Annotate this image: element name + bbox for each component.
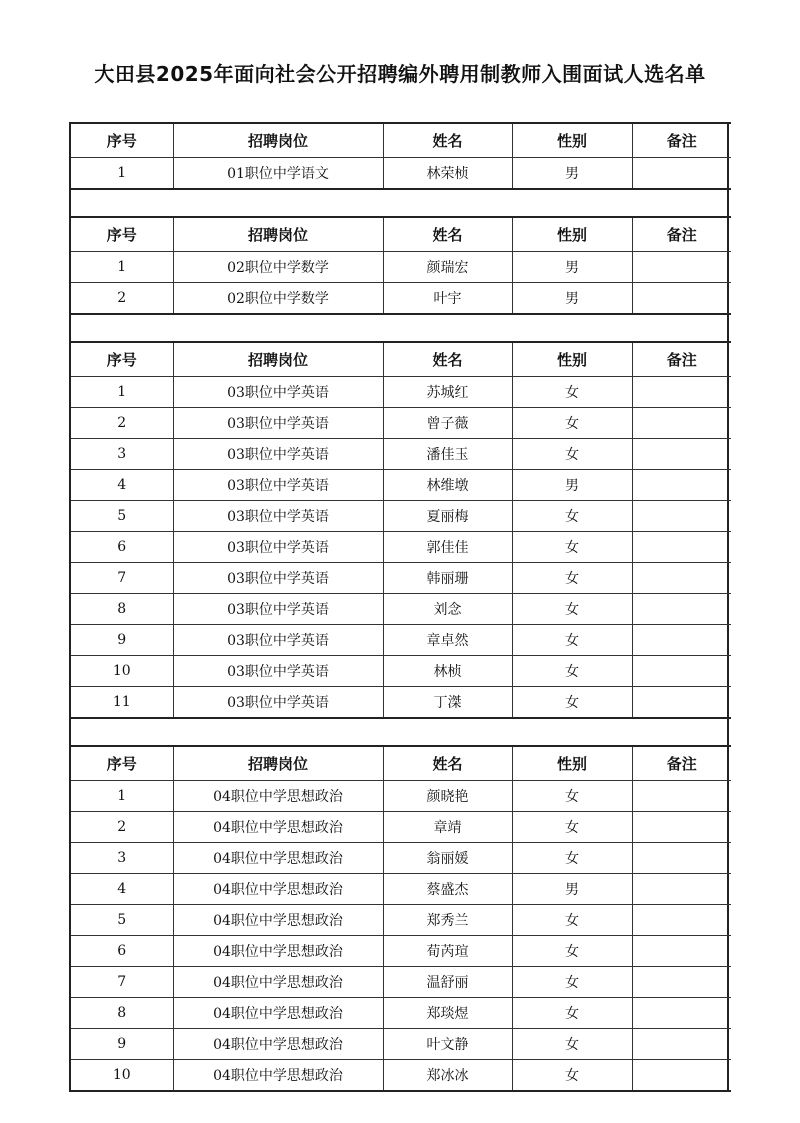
cell-remarks <box>632 843 731 874</box>
cell-remarks <box>632 781 731 812</box>
cell-name: 郑秀兰 <box>383 905 512 936</box>
column-header-row-number: 序号 <box>71 123 173 158</box>
cell-row-number: 7 <box>71 563 173 594</box>
cell-gender: 女 <box>512 998 632 1029</box>
cell-position: 03职位中学英语 <box>173 656 383 687</box>
table-row <box>71 439 731 470</box>
cell-remarks <box>632 1029 731 1060</box>
cell-name: 曾子薇 <box>383 408 512 439</box>
cell-gender: 女 <box>512 967 632 998</box>
table-row <box>71 501 731 532</box>
column-header-row-number: 序号 <box>71 217 173 252</box>
cell-name: 郑琰煜 <box>383 998 512 1029</box>
page-title: 大田县2025年面向社会公开招聘编外聘用制教师入围面试人选名单 <box>94 62 706 86</box>
table-row <box>71 1029 731 1060</box>
cell-name: 林维墩 <box>383 470 512 501</box>
table-row <box>71 998 731 1029</box>
cell-row-number: 10 <box>71 1060 173 1092</box>
cell-position: 04职位中学思想政治 <box>173 998 383 1029</box>
cell-row-number: 9 <box>71 625 173 656</box>
cell-gender: 男 <box>512 252 632 283</box>
cell-row-number: 5 <box>71 501 173 532</box>
column-header-remarks: 备注 <box>632 746 731 781</box>
cell-row-number: 2 <box>71 812 173 843</box>
table-row <box>71 563 731 594</box>
cell-gender: 男 <box>512 470 632 501</box>
table-row <box>71 905 731 936</box>
cell-name: 翁丽媛 <box>383 843 512 874</box>
table-row <box>71 408 731 439</box>
cell-name: 颜瑞宏 <box>383 252 512 283</box>
cell-row-number: 5 <box>71 905 173 936</box>
group-separator <box>71 719 727 745</box>
table-row <box>71 656 731 687</box>
cell-gender: 女 <box>512 936 632 967</box>
cell-remarks <box>632 408 731 439</box>
cell-gender: 女 <box>512 843 632 874</box>
cell-position: 03职位中学英语 <box>173 439 383 470</box>
cell-remarks <box>632 998 731 1029</box>
cell-name: 叶文静 <box>383 1029 512 1060</box>
table-row <box>71 252 731 283</box>
column-header-position: 招聘岗位 <box>173 123 383 158</box>
cell-position: 03职位中学英语 <box>173 594 383 625</box>
cell-name: 蔡盛杰 <box>383 874 512 905</box>
cell-row-number: 6 <box>71 936 173 967</box>
column-header-name: 姓名 <box>383 217 512 252</box>
cell-position: 04职位中学思想政治 <box>173 967 383 998</box>
column-header-remarks: 备注 <box>632 217 731 252</box>
cell-position: 02职位中学数学 <box>173 252 383 283</box>
table-row <box>71 874 731 905</box>
column-header-remarks: 备注 <box>632 342 731 377</box>
cell-gender: 男 <box>512 874 632 905</box>
column-header-remarks: 备注 <box>632 123 731 158</box>
table-row <box>71 377 731 408</box>
cell-remarks <box>632 687 731 719</box>
cell-name: 荀芮瑄 <box>383 936 512 967</box>
cell-name: 郭佳佳 <box>383 532 512 563</box>
cell-row-number: 3 <box>71 439 173 470</box>
cell-remarks <box>632 936 731 967</box>
cell-gender: 女 <box>512 563 632 594</box>
column-header-gender: 性别 <box>512 342 632 377</box>
cell-row-number: 9 <box>71 1029 173 1060</box>
table-row <box>71 1060 731 1092</box>
table-header-row <box>71 123 731 158</box>
cell-name: 苏城红 <box>383 377 512 408</box>
cell-position: 03职位中学英语 <box>173 377 383 408</box>
cell-row-number: 6 <box>71 532 173 563</box>
column-header-name: 姓名 <box>383 123 512 158</box>
cell-name: 林桢 <box>383 656 512 687</box>
cell-gender: 女 <box>512 656 632 687</box>
cell-gender: 女 <box>512 1029 632 1060</box>
table-row <box>71 936 731 967</box>
column-header-gender: 性别 <box>512 217 632 252</box>
position-group-table <box>71 216 731 315</box>
table-header-row <box>71 746 731 781</box>
cell-name: 郑冰冰 <box>383 1060 512 1092</box>
group-separator <box>71 190 727 216</box>
cell-gender: 女 <box>512 377 632 408</box>
cell-gender: 男 <box>512 158 632 190</box>
table-row <box>71 532 731 563</box>
column-header-row-number: 序号 <box>71 746 173 781</box>
cell-remarks <box>632 563 731 594</box>
column-header-position: 招聘岗位 <box>173 746 383 781</box>
table-row <box>71 158 731 190</box>
cell-gender: 女 <box>512 408 632 439</box>
cell-name: 叶宇 <box>383 283 512 315</box>
cell-name: 章靖 <box>383 812 512 843</box>
cell-position: 04职位中学思想政治 <box>173 1029 383 1060</box>
cell-name: 夏丽梅 <box>383 501 512 532</box>
column-header-row-number: 序号 <box>71 342 173 377</box>
cell-gender: 女 <box>512 687 632 719</box>
cell-row-number: 1 <box>71 781 173 812</box>
column-header-gender: 性别 <box>512 123 632 158</box>
cell-remarks <box>632 501 731 532</box>
cell-name: 林荣桢 <box>383 158 512 190</box>
cell-row-number: 2 <box>71 283 173 315</box>
cell-row-number: 11 <box>71 687 173 719</box>
cell-position: 02职位中学数学 <box>173 283 383 315</box>
position-group-table <box>71 745 731 1092</box>
cell-row-number: 1 <box>71 252 173 283</box>
cell-position: 04职位中学思想政治 <box>173 812 383 843</box>
cell-gender: 女 <box>512 905 632 936</box>
cell-row-number: 4 <box>71 874 173 905</box>
cell-remarks <box>632 1060 731 1092</box>
table-header-row <box>71 217 731 252</box>
column-header-position: 招聘岗位 <box>173 342 383 377</box>
cell-remarks <box>632 532 731 563</box>
position-group-table <box>71 122 731 190</box>
table-header-row <box>71 342 731 377</box>
cell-row-number: 2 <box>71 408 173 439</box>
cell-gender: 女 <box>512 532 632 563</box>
column-header-name: 姓名 <box>383 342 512 377</box>
cell-name: 潘佳玉 <box>383 439 512 470</box>
cell-name: 丁滐 <box>383 687 512 719</box>
cell-gender: 女 <box>512 781 632 812</box>
cell-row-number: 10 <box>71 656 173 687</box>
cell-remarks <box>632 377 731 408</box>
table-row <box>71 625 731 656</box>
column-header-gender: 性别 <box>512 746 632 781</box>
cell-name: 温舒丽 <box>383 967 512 998</box>
cell-position: 03职位中学英语 <box>173 687 383 719</box>
cell-gender: 女 <box>512 501 632 532</box>
column-header-name: 姓名 <box>383 746 512 781</box>
cell-position: 03职位中学英语 <box>173 563 383 594</box>
table-row <box>71 781 731 812</box>
cell-row-number: 4 <box>71 470 173 501</box>
cell-name: 刘念 <box>383 594 512 625</box>
candidate-list-table <box>69 122 729 1092</box>
table-row <box>71 687 731 719</box>
cell-position: 04职位中学思想政治 <box>173 936 383 967</box>
cell-remarks <box>632 439 731 470</box>
cell-row-number: 8 <box>71 594 173 625</box>
cell-remarks <box>632 625 731 656</box>
cell-position: 04职位中学思想政治 <box>173 874 383 905</box>
cell-gender: 女 <box>512 812 632 843</box>
cell-gender: 女 <box>512 1060 632 1092</box>
cell-position: 03职位中学英语 <box>173 501 383 532</box>
position-group-table <box>71 341 731 719</box>
cell-gender: 男 <box>512 283 632 315</box>
cell-row-number: 7 <box>71 967 173 998</box>
table-row <box>71 843 731 874</box>
cell-remarks <box>632 967 731 998</box>
table-row <box>71 812 731 843</box>
cell-position: 03职位中学英语 <box>173 470 383 501</box>
cell-position: 03职位中学英语 <box>173 408 383 439</box>
cell-remarks <box>632 656 731 687</box>
cell-position: 04职位中学思想政治 <box>173 1060 383 1092</box>
cell-gender: 女 <box>512 625 632 656</box>
cell-position: 03职位中学英语 <box>173 532 383 563</box>
cell-remarks <box>632 812 731 843</box>
cell-name: 韩丽珊 <box>383 563 512 594</box>
cell-row-number: 3 <box>71 843 173 874</box>
table-row <box>71 283 731 315</box>
cell-gender: 女 <box>512 439 632 470</box>
cell-remarks <box>632 158 731 190</box>
cell-row-number: 1 <box>71 158 173 190</box>
cell-name: 颜晓艳 <box>383 781 512 812</box>
table-row <box>71 470 731 501</box>
cell-position: 03职位中学英语 <box>173 625 383 656</box>
table-row <box>71 967 731 998</box>
cell-remarks <box>632 252 731 283</box>
cell-remarks <box>632 594 731 625</box>
cell-remarks <box>632 905 731 936</box>
cell-remarks <box>632 470 731 501</box>
group-separator <box>71 315 727 341</box>
cell-position: 04职位中学思想政治 <box>173 843 383 874</box>
cell-remarks <box>632 874 731 905</box>
cell-row-number: 1 <box>71 377 173 408</box>
cell-remarks <box>632 283 731 315</box>
cell-position: 01职位中学语文 <box>173 158 383 190</box>
cell-row-number: 8 <box>71 998 173 1029</box>
cell-gender: 女 <box>512 594 632 625</box>
cell-position: 04职位中学思想政治 <box>173 905 383 936</box>
cell-name: 章卓然 <box>383 625 512 656</box>
column-header-position: 招聘岗位 <box>173 217 383 252</box>
cell-position: 04职位中学思想政治 <box>173 781 383 812</box>
table-row <box>71 594 731 625</box>
